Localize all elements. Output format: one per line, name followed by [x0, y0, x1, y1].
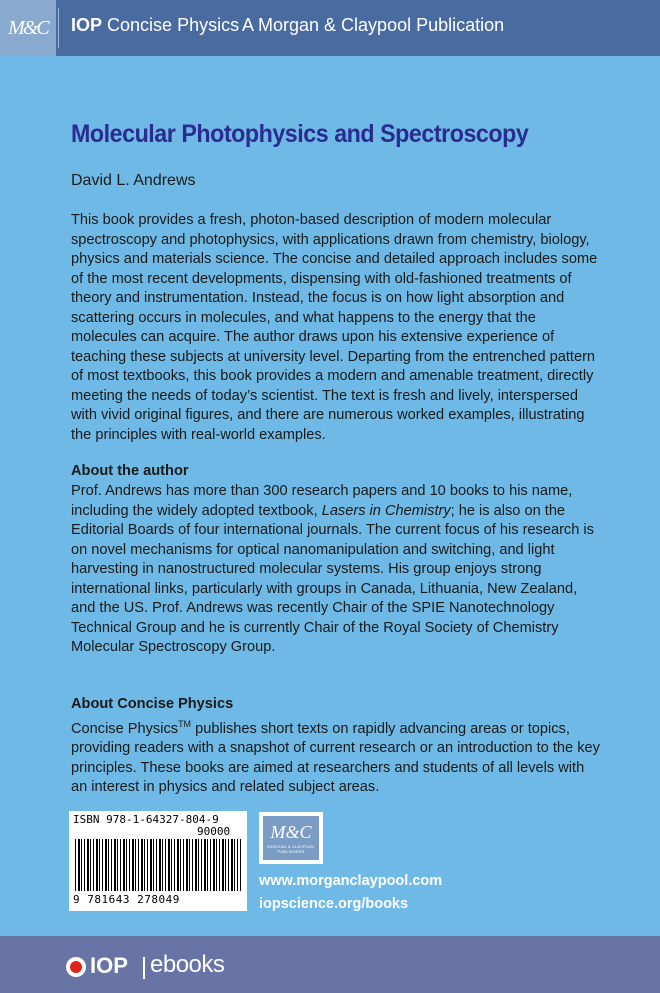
publisher-logo-mark: M&C	[270, 821, 312, 842]
about-author-heading: About the author	[71, 463, 189, 479]
series-brand: Concise Physics	[71, 720, 179, 737]
author-bio-part1: Prof. Andrews has more than 300 research papers and 10 books to his name, including the widely adopted textbook,	[71, 483, 573, 519]
mc-logo-icon	[0, 0, 56, 56]
barcode-bars	[75, 839, 241, 891]
author-book-title: Lasers in Chemistry	[321, 502, 451, 519]
iop-wordmark: IOP	[90, 953, 128, 978]
about-series-heading: About Concise Physics	[71, 696, 234, 712]
publisher-logo	[259, 812, 323, 864]
series-prefix: IOP	[71, 15, 103, 35]
series-description-text: publishes short texts on rapidly advancing areas or topics, providing readers with a snapshot of current research or an introduction to the key principles. These books are aimed at researchers and students of all levels with an interest in physics and related subject areas.	[71, 720, 600, 796]
series-title: Concise Physics	[107, 15, 240, 35]
book-description: This book provides a fresh, photon-based description of modern molecular spectroscopy and photophysics, with applications drawn from chemistry, biology, physics and materials science. The concise and detailed approach includes some of the most recent developments, dispensing with old-fashioned treatments of theory and instrumentation. Instead, the focus is on how light absorption and scattering occurs in molecules, and what happens to the energy that the molecules can acquire. The author draws upon his extensive experience of teaching these subjects at university level. Departing from the entrenched pattern of most textbooks, this book provides a modern and amenable treatment, directly meeting the needs of today’s scientist. The text is fresh and lively, interspersed with vivid original figures, and there are numerous worked examples, illustrating the principles with real-world examples.	[71, 212, 598, 443]
author-bio	[71, 482, 601, 658]
top-banner	[0, 0, 660, 56]
iop-logo-icon	[66, 957, 86, 977]
book-author: David L. Andrews	[71, 172, 196, 189]
banner-divider	[58, 8, 59, 48]
series-name	[71, 15, 239, 36]
barcode	[69, 811, 247, 911]
publisher-url[interactable]: www.morganclaypool.com	[259, 873, 443, 889]
series-description	[71, 715, 601, 798]
footer-divider	[143, 957, 145, 979]
mc-logo-mark: M&C	[8, 16, 48, 39]
publisher-label: A Morgan & Claypool Publication	[242, 15, 505, 35]
book-title: Molecular Photophysics and Spectroscopy	[71, 120, 529, 148]
publisher-logo-caption: MORGAN & CLAYPOOL PUBLISHERS	[267, 843, 315, 854]
isbn-label: ISBN 978-1-64327-804-9	[73, 813, 219, 826]
publisher-logo-icon	[263, 816, 319, 860]
price-code: 90000	[197, 825, 231, 838]
trademark-mark: TM	[178, 719, 192, 729]
iopscience-url[interactable]: iopscience.org/books	[259, 896, 409, 912]
ean-digits: 9 781643 278049	[73, 893, 180, 906]
author-bio-part2: ; he is also on the Editorial Boards of four international journals. The current focus of his research is on novel mechanisms for optical nanomanipulation and switching, and light harvesting in nanostructured molecular systems. His group enjoys strong international links, particularly with groups in Canada, Lithuania, New Zealand, and the US. Prof. Andrews was recently Chair of the SPIE Nanotechnology Technical Group and he is currently Chair of the Royal Society of Chemistry Molecular Spectroscopy Group.	[71, 502, 594, 655]
ebooks-wordmark: ebooks	[150, 951, 225, 978]
